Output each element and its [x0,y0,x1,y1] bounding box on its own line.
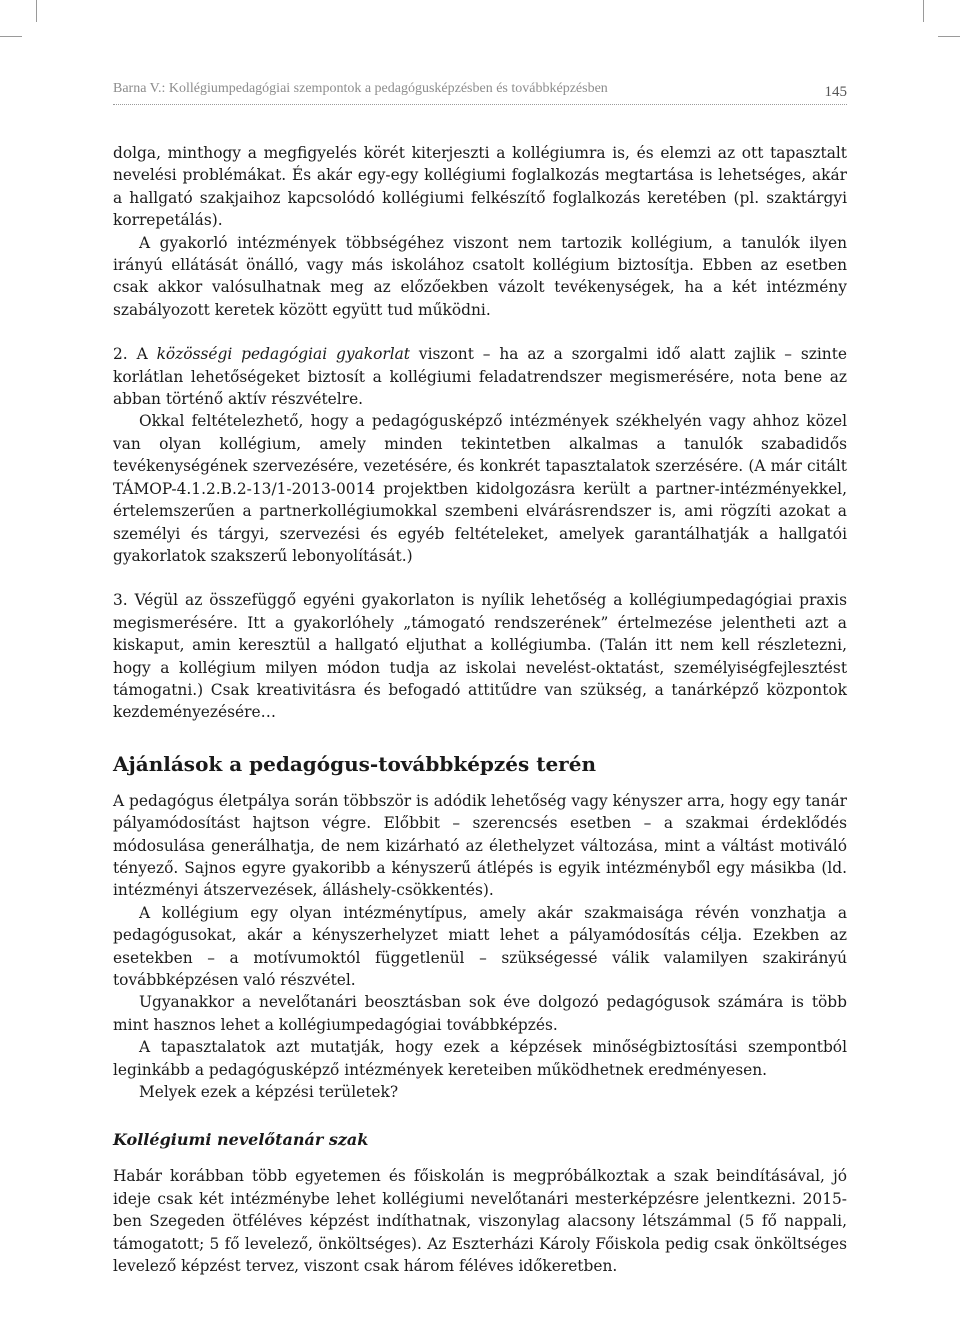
paragraph-2: A gyakorló intézmények többségéhez viszont nem tartozik kollégium, a tanulók ilyen irányú ellátását önálló, vagy más iskolához csatolt kollégium biztosítja. Ebben az esetben csak akkor valósulhatnak meg az előzőekben vázolt tevékenységek, ha a két intézmény szabályozott keretek között együtt tud működni. [113,233,847,319]
page-header [113,78,847,104]
crop-mark-top-right [923,0,924,22]
page-body [113,142,847,1277]
paragraph-3-rest: viszont – ha az a szorgalmi idő alatt zajlik – szinte korlátlan lehetőségeket biztosít a kollégiumi feladatrendszer megismerésére, nota bene az abban történő aktív részvételre. [113,345,847,409]
crop-mark-top-right-h [938,36,960,37]
running-head: Barna V.: Kollégiumpedagógiai szempontok a pedagógusképzésben és továbbképzésben [113,81,608,96]
paragraph-5: 3. Végül az összefüggő egyéni gyakorlaton is nyílik lehetőség a kollégiumpedagógiai praxis megismerésére. Itt a gyakorlóhely „támogató rendszerének” értelmezése jelentheti azt a kiskaput, amin keresztül a hallgató eljuthat a kollégiumba. (Talán itt nem kell részletezni, hogy a kollégium milyen módon tudja az iskolai nevelést-oktatást, személyiségfejlesztést támogatni.) Csak kreativitásra és befogadó attitűdre van szükség, a tanárképző központok kezdeményezésére… [113,591,847,722]
crop-mark-top-left [36,0,37,22]
paragraph-8: Ugyanakkor a nevelőtanári beosztásban sok éve dolgozó pedagógusok számára is több mint hasznos lehet a kollégiumpedagógiai továbbképzés. [113,993,847,1034]
header-rule [113,104,847,105]
page-number: 145 [824,84,847,100]
paragraph-gap [113,567,847,589]
paragraph-3 [113,343,847,410]
paragraph-gap [113,321,847,343]
paragraph-10: Melyek ezek a képzési területek? [139,1083,399,1102]
paragraph-11: Habár korábban több egyetemen és főiskolán is megpróbálkoztak a szak beindításával, jó ideje csak két intézménybe lehet kollégiumi nevelőtanári mesterképzésre jelentkezni. 2015-ben Szegeden ötféléves képzést indíthatnak, viszonylag alacsony létszámmal (5 fő nappali, támogatott; 5 fő levelező, önköltséges). Az Eszterházi Károly Főiskola pedig csak önköltséges levelező képzést tervez, viszont csak három féléves időkeretben. [113,1167,847,1276]
section-heading: Ajánlások a pedagógus-továbbképzés terén [113,751,596,776]
paragraph-6: A pedagógus életpálya során többször is adódik lehetőség vagy kényszer arra, hogy egy tanár pályamódosítást hajtson végre. Előbbit – szerencsés esetben – a szakmai érdeklődés módosulása generálhatja, de nem kizárható az élethelyzet változása, mint a váltást motiváló tényező. Sajnos egyre gyakoribb a kényszerű átlépés is egyik intézményből egy másikba (ld. intézményi átszervezések, álláshely-csökkentés). [113,791,847,900]
subsection-heading: Kollégiumi nevelőtanár szak [113,1130,369,1150]
paragraph-4: Okkal feltételezhető, hogy a pedagógusképző intézmények székhelyén vagy ahhoz közel van olyan kollégium, amely minden tekintetben alkalmas a tanulók szabadidős tevékenységének szervezésére, vezetésére, és konkrét tapasztalatok szerzésére. (A már citált TÁMOP-4.1.2.B.2-13/1-2013-0014 projektben kidolgozásra került a partner-intézményekkel, értelemszerűen a partnerkollégiumokkal szembeni elvárásrendszer is, ami rögzíti azokat a személyi és tárgyi, szervezési és egyéb feltételeket, amelyek garantálhatják a hallgatói gyakorlatok szakszerű lebonyolítását.) [113,412,847,565]
list-number-2: 2. A [113,345,157,364]
emphasis-term: közösségi pedagógiai gyakorlat [156,345,410,364]
paragraph-7: A kollégium egy olyan intézménytípus, amely akár szakmaisága révén vonzhatja a pedagógusokat, akár a kényszerhelyzet miatt lehet a pályamódosítás célja. Ezekben az esetekben – a motívumoktól függetlenül – szükségessé válik valamilyen szakirányú továbbképzésen való részvétel. [113,903,847,989]
crop-mark-top-left-h [0,36,22,37]
paragraph-1: dolga, minthogy a megfigyelés körét kiterjeszti a kollégiumra is, és elemzi az ott tapasztalt nevelési problémákat. És akár egy-egy kollégiumi foglalkozás megtartása is lehetséges, akár a hallgató szakjaihoz kapcsolódó kollégiumi felkészítő foglalkozás keretében (pl. szaktárgyi korrepetálás). [113,144,847,230]
paragraph-9: A tapasztalatok azt mutatják, hogy ezek a képzések minőségbiztosítási szempontból leginkább a pedagógusképző intézmények kereteiben működhetnek eredményesen. [113,1038,847,1079]
